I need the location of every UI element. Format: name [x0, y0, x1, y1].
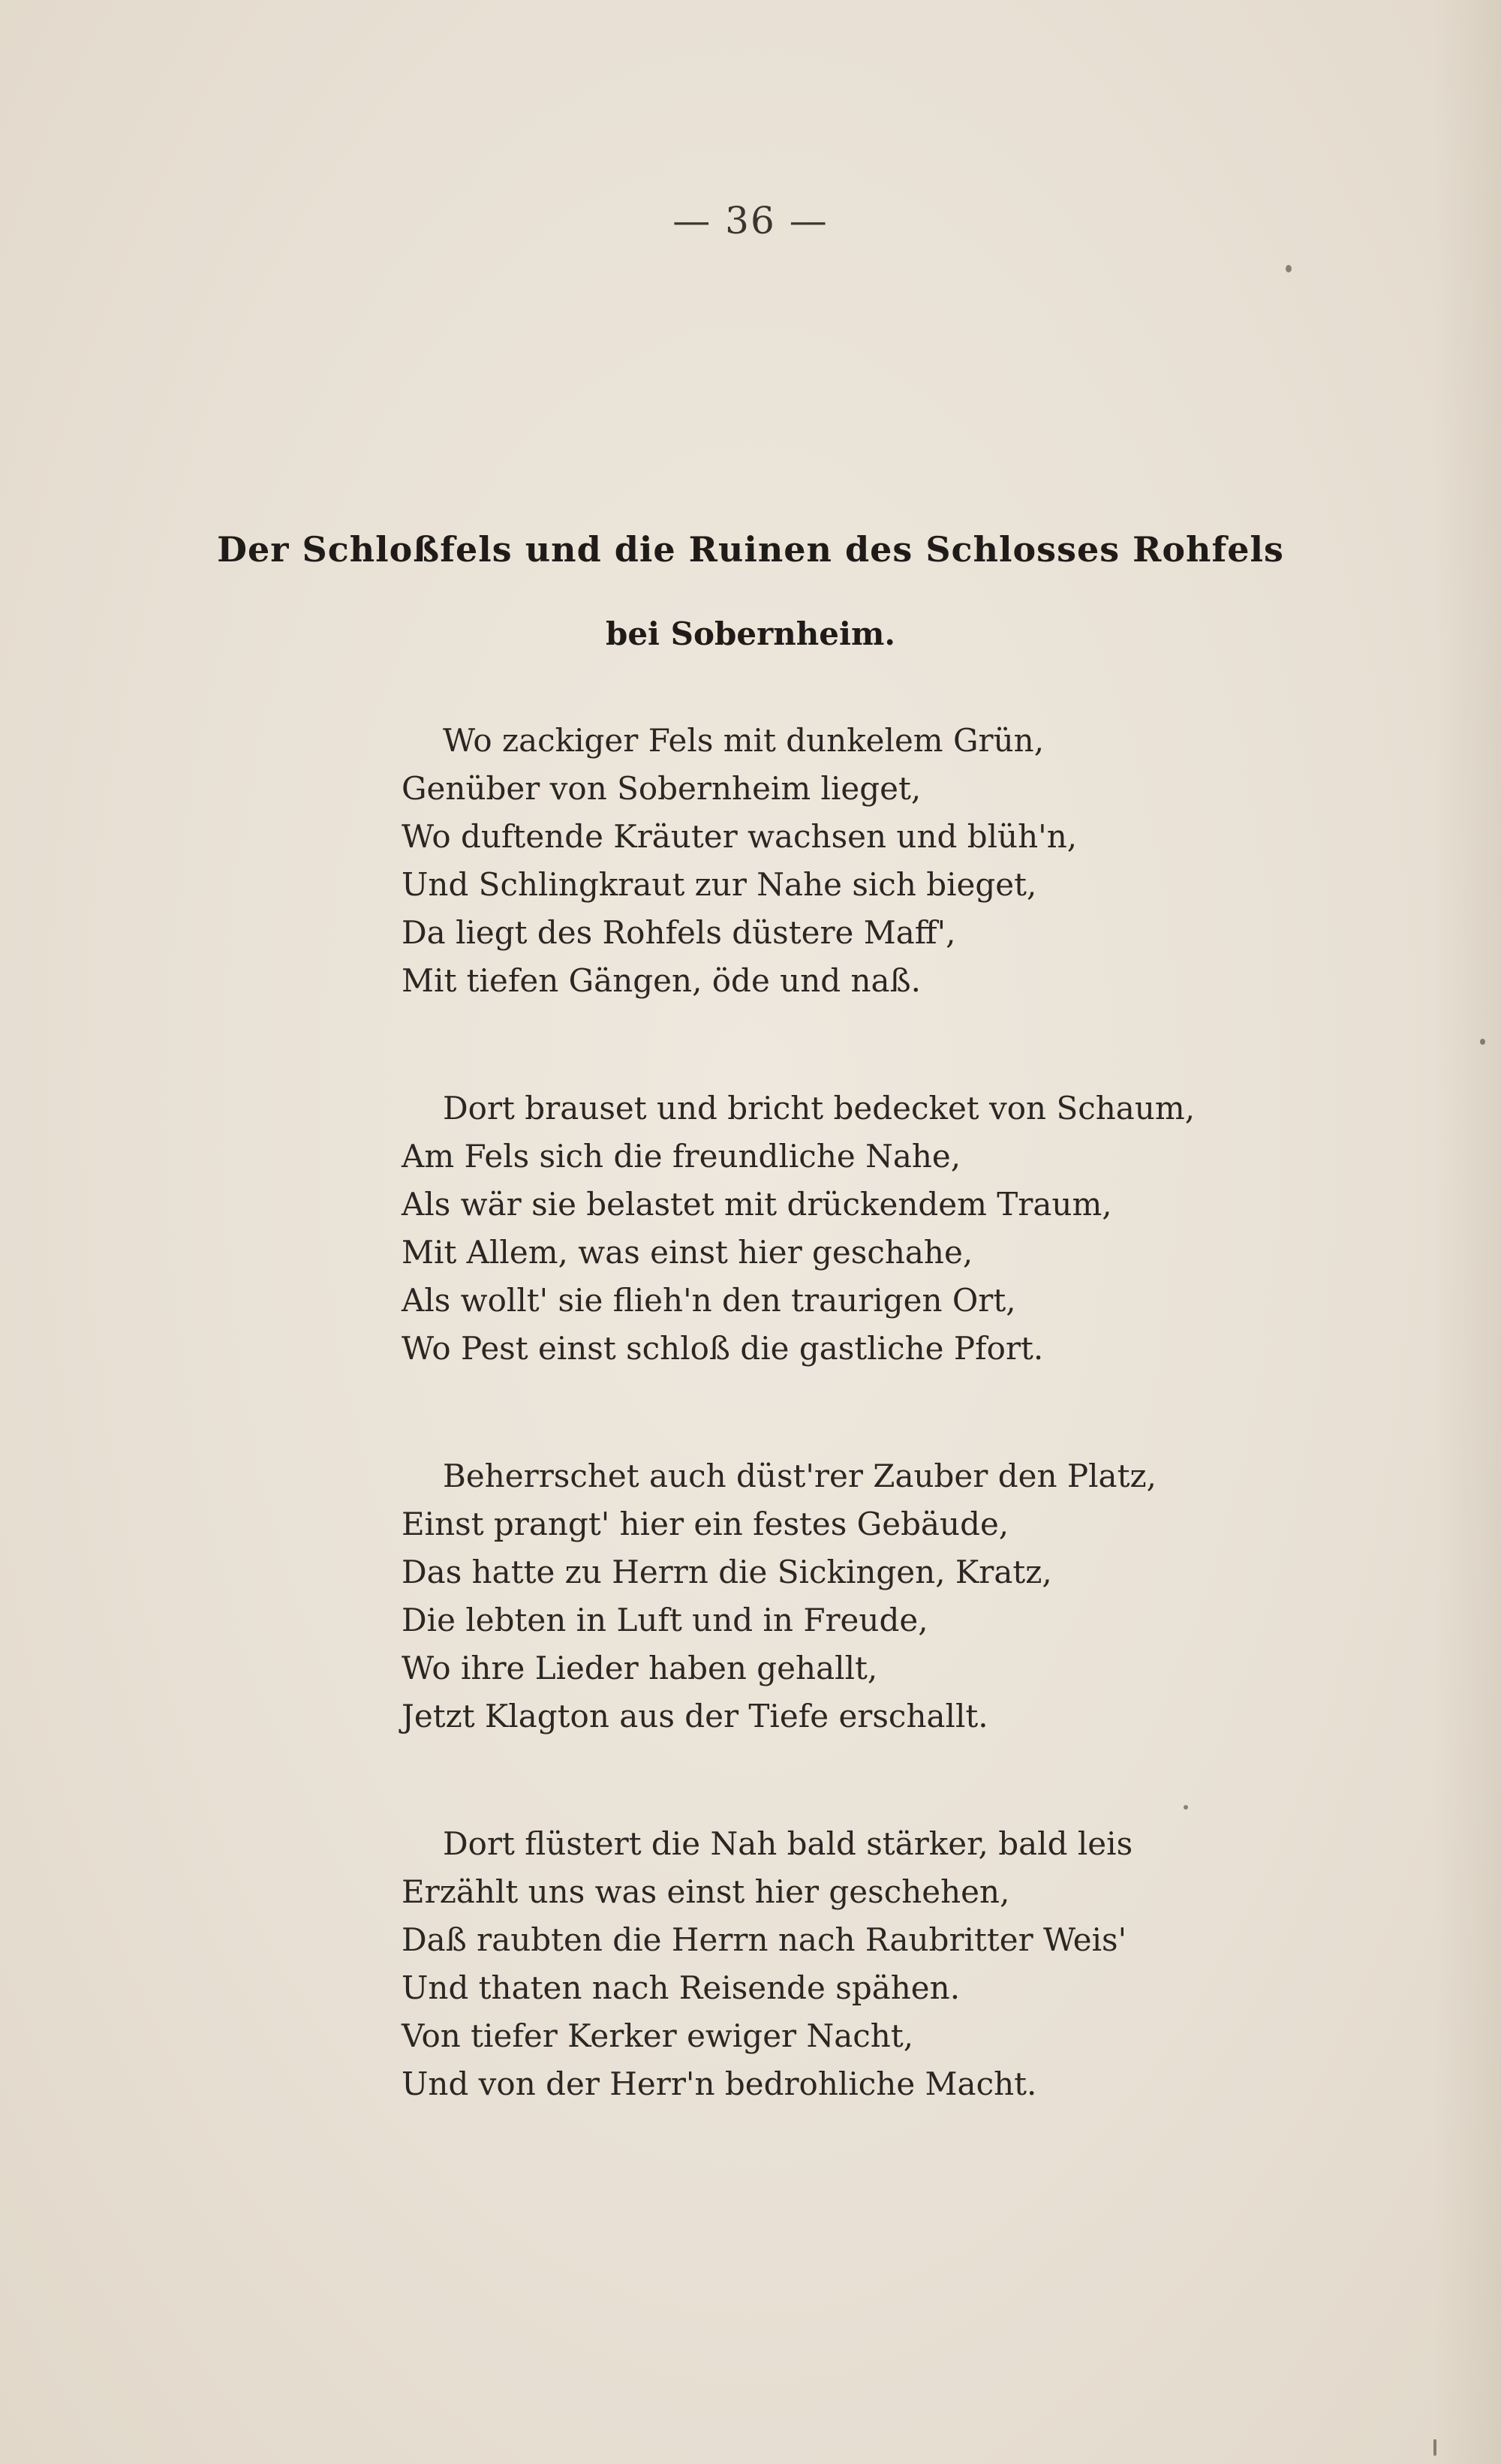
poem-subtitle: bei Sobernheim.: [605, 615, 896, 652]
stanza: [402, 1452, 1227, 1740]
verse-line: Als wollt' sie flieh'n den traurigen Ort,: [402, 1282, 1016, 1319]
ink-speck: [1480, 1039, 1485, 1045]
verse-line: Genüber von Sobernheim lieget,: [402, 770, 922, 807]
page-edge-shadow: [1433, 0, 1501, 2464]
verse-line: Jetzt Klagton aus der Tiefe erschallt.: [402, 1698, 988, 1734]
verse-line: Dort flüstert die Nah bald stärker, bald leis: [443, 1825, 1133, 1862]
verse-line: Am Fels sich die freundliche Nahe,: [402, 1138, 961, 1175]
verse-line: Wo duftende Kräuter wachsen und blüh'n,: [402, 818, 1078, 855]
verse-line: Wo Pest einst schloß die gastliche Pfort.: [402, 1330, 1044, 1367]
verse-line: Und thaten nach Reisende spähen.: [402, 1969, 961, 2006]
verse-line: Einst prangt' hier ein festes Gebäude,: [402, 1506, 1009, 1542]
page-number: — 36 —: [672, 199, 829, 242]
verse-line: Wo zackiger Fels mit dunkelem Grün,: [443, 722, 1045, 759]
verse-line: Da liegt des Rohfels düstere Maff',: [402, 914, 956, 951]
stanza: [402, 1820, 1227, 2108]
ink-speck: [1286, 265, 1292, 272]
stanza: [402, 717, 1227, 1005]
poem-body: [402, 717, 1227, 2188]
verse-line: Als wär sie belastet mit drückendem Traum,: [402, 1186, 1112, 1223]
verse-line: Dort brauset und bricht bedecket von Schaum,: [443, 1090, 1196, 1127]
verse-line: Und von der Herr'n bedrohliche Macht.: [402, 2065, 1037, 2102]
verse-line: Die lebten in Luft und in Freude,: [402, 1602, 928, 1638]
poem-title: Der Schloßfels und die Ruinen des Schlosses Rohfels: [217, 529, 1284, 570]
verse-line: Wo ihre Lieder haben gehallt,: [402, 1650, 878, 1686]
verse-line: Mit Allem, was einst hier geschahe,: [402, 1234, 973, 1271]
verse-line: Mit tiefen Gängen, öde und naß.: [402, 962, 921, 999]
stanza: [402, 1085, 1227, 1373]
verse-line: Und Schlingkraut zur Nahe sich bieget,: [402, 866, 1037, 903]
ink-speck: [1433, 2439, 1436, 2456]
verse-line: Erzählt uns was einst hier geschehen,: [402, 1873, 1010, 1910]
verse-line: Daß raubten die Herrn nach Raubritter Weis': [402, 1921, 1127, 1958]
verse-line: Das hatte zu Herrn die Sickingen, Kratz,: [402, 1554, 1052, 1590]
verse-line: Von tiefer Kerker ewiger Nacht,: [402, 2017, 914, 2054]
verse-line: Beherrschet auch düst'rer Zauber den Platz,: [443, 1458, 1157, 1494]
